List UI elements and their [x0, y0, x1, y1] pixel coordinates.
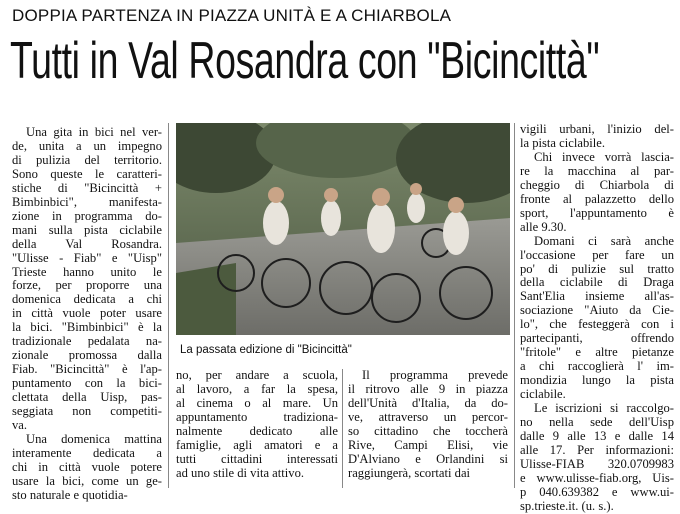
article-line: Bimbinbici", manifesta-	[12, 194, 162, 209]
article-line: ve, attraverso un percor-	[348, 409, 508, 424]
article-line: al lavoro, a far la spesa,	[176, 381, 338, 396]
article-line: Una gita in bici nel ver-	[26, 125, 162, 139]
text-column-1	[12, 126, 162, 503]
article-paragraph	[12, 433, 162, 503]
article-line: fronte al palazzetto dello	[520, 191, 674, 206]
article-line: clettata della Uisp, pas-	[12, 390, 162, 405]
article-line: della Val Rosandra.	[12, 236, 162, 251]
article-line: "Ulisse - Fiab" e "Uisp"	[12, 250, 162, 265]
article-line: Rive, Campi Elisi, vie	[348, 437, 508, 452]
article-line: de, unita a un impegno	[12, 138, 162, 153]
article-paragraph	[520, 123, 674, 151]
text-column-4	[520, 123, 674, 514]
article-line: va.	[12, 418, 28, 433]
article-line: tutti cittadini interessati	[176, 451, 338, 466]
article-line: famiglie, agli amatori e a	[176, 437, 338, 452]
article-line: so cittadino che toccherà	[348, 423, 508, 438]
article-line: cheggio di Chiarbola di	[520, 177, 674, 192]
article-line: "fritole" e altre pietanze	[520, 345, 674, 360]
photo-caption: La passata edizione di "Bicincittà"	[180, 344, 352, 356]
article-line: puntamento con la bici-	[12, 376, 162, 391]
article-line: alle 17. Per informazioni:	[520, 442, 674, 457]
headline-text: Tutti in Val Rosandra con "Bicincittà"	[10, 32, 600, 90]
article-line: mondizia lungo la pista	[520, 373, 674, 388]
article-photo	[176, 123, 510, 335]
article-line: sto naturale e quotidia-	[12, 487, 128, 502]
article-line: Il programma prevede	[362, 368, 508, 382]
article-line: domenica dedicata a chi	[12, 292, 162, 307]
column-rule	[514, 123, 515, 488]
article-line: raggiungerà, scortati dai	[348, 465, 471, 480]
article-line: dell'Unità d'Italia, da do-	[348, 395, 508, 410]
article-paragraph	[348, 369, 508, 481]
article-line: Trieste hanno unito le	[12, 264, 162, 279]
article-line: della ciclabile di Draga	[520, 275, 674, 290]
article-line: Sant'Elia insieme all'as-	[520, 289, 674, 304]
article-paragraph	[520, 151, 674, 235]
article-line: no, per andare a scuola,	[176, 368, 338, 382]
article-line: D'Alviano e Orlandini si	[348, 451, 508, 466]
article-line: stiche di "Bicincittà +	[12, 180, 162, 195]
article-line: l'occasione per fare un	[520, 247, 674, 262]
article-line: la pista ciclabile.	[520, 135, 605, 150]
article-line: in città vuole poter usare	[12, 306, 162, 321]
text-column-3	[348, 369, 508, 481]
article-line: al cinema o al mare. Un	[176, 395, 338, 410]
article-line: alle 9.30.	[520, 219, 567, 234]
article-line: tradizionale pedalata na-	[12, 334, 162, 349]
article-line: Domani ci sarà anche	[534, 233, 674, 248]
article-line: ad uno stile di vita attivo.	[176, 465, 305, 480]
article-kicker: DOPPIA PARTENZA IN PIAZZA UNITÀ E A CHIARBOLA	[12, 6, 452, 25]
article-line: Una domenica mattina	[26, 431, 162, 446]
article-line: il ritrovo alle 9 in piazza	[348, 381, 508, 396]
article-line: seggiata non competiti-	[12, 404, 162, 419]
article-line: Chi invece vorrà lascia-	[534, 149, 674, 164]
article-line: e www.ulisse-fiab.org, Uis-	[520, 470, 674, 485]
column-rule	[168, 123, 169, 488]
article-line: forze, per proporre una	[12, 278, 162, 293]
article-line: nalmente dedicato alle	[176, 423, 338, 438]
article-line: p 040.639382 e www.ui-	[520, 484, 674, 499]
column-rule	[342, 369, 343, 488]
text-column-2	[176, 369, 338, 481]
article-line: zione in programma do-	[12, 208, 162, 223]
article-line: Ulisse-FIAB 320.0709983	[520, 456, 674, 471]
article-line: Sono queste le caratteri-	[12, 166, 162, 181]
article-line: di pulizia del territorio.	[12, 152, 162, 167]
article-line: zionale promossa dalla	[12, 348, 162, 363]
article-line: interamente dedicata a	[12, 445, 162, 460]
article-line: appuntamento tradiziona-	[176, 409, 338, 424]
article-line: Fiab. "Bicincittà" è l'ap-	[12, 362, 162, 377]
article-line: po' di pulizie sul tratto	[520, 261, 674, 276]
article-line: sociazione "Aiuto da Cie-	[520, 303, 674, 318]
article-line: a chi raccoglierà l' im-	[520, 359, 674, 374]
article-line: partecipanti, offrendo	[520, 331, 674, 346]
article-paragraph	[176, 369, 338, 481]
cyclists-photo-illustration	[176, 123, 510, 335]
article-line: la bici. "Bimbinbici" è la	[12, 320, 162, 335]
article-line: vigili urbani, l'inizio del-	[520, 122, 674, 136]
article-line: usare la bici, come un ge-	[12, 473, 162, 488]
article-line: dalle 9 alle 13 e dalle 14	[520, 428, 674, 443]
article-line: Le iscrizioni si raccolgo-	[534, 401, 674, 416]
article-paragraph	[12, 126, 162, 433]
article-line: sp.trieste.it. (u. s.).	[520, 498, 614, 513]
article-line: no nella sede dell'Uisp	[520, 415, 674, 430]
article-line: ciclabile.	[520, 387, 566, 402]
article-line: sport, l'appuntamento è	[520, 205, 674, 220]
article-line: lo", che festeggerà con i	[520, 317, 674, 332]
article-paragraph	[520, 235, 674, 402]
article-line: mani sulla pista ciclabile	[12, 222, 162, 237]
article-line: re la macchina al par-	[520, 163, 674, 178]
article-line: chi in città vuole potere	[12, 459, 162, 474]
article-headline	[10, 28, 600, 94]
